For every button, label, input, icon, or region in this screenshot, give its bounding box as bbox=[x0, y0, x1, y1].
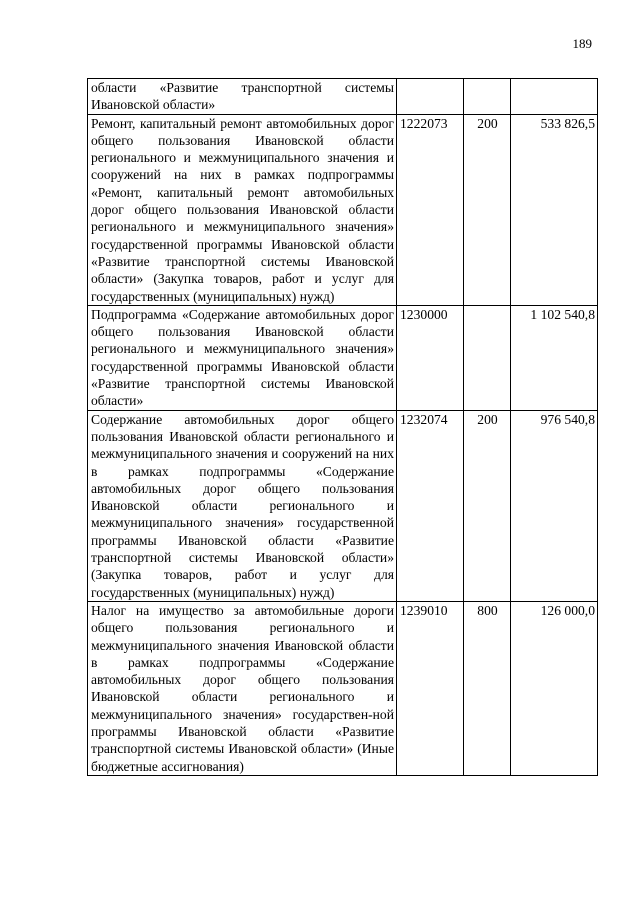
row-type-cell: 800 bbox=[464, 601, 511, 775]
budget-table bbox=[87, 78, 598, 776]
row-sum-cell: 533 826,5 bbox=[511, 114, 598, 305]
row-name-cell: Содержание автомобильных дорог общего пользования Ивановской области регионального и межмуниципального значения и сооружений на них в рамках подпрограммы «Содержание автомобильных дорог общего пользования Ивановской области регионального и межмуниципального значения» государственной программы Ивановской области «Развитие транспортной системы Ивановской области» (Закупка товаров, работ и услуг для государственных (муниципальных) нужд) bbox=[88, 410, 397, 601]
table-row bbox=[88, 114, 598, 305]
row-type-cell bbox=[464, 79, 511, 115]
row-sum-cell bbox=[511, 79, 598, 115]
table-row bbox=[88, 79, 598, 115]
row-sum-cell: 976 540,8 bbox=[511, 410, 598, 601]
row-code-cell: 1230000 bbox=[397, 305, 464, 410]
row-code-cell: 1232074 bbox=[397, 410, 464, 601]
row-type-cell: 200 bbox=[464, 410, 511, 601]
row-code-cell: 1222073 bbox=[397, 114, 464, 305]
row-type-cell bbox=[464, 305, 511, 410]
row-code-cell: 1239010 bbox=[397, 601, 464, 775]
row-name-cell: Налог на имущество за автомобильные дороги общего пользования регионального и межмуниципального значения Ивановской области в рамках подпрограммы «Содержание автомобильных дорог общего пользования Ивановской области регионального и межмуниципального значения» государствен-ной программы Ивановской области «Развитие транспортной системы Ивановской области» (Иные бюджетные ассигнования) bbox=[88, 601, 397, 775]
row-code-cell bbox=[397, 79, 464, 115]
page-number: 189 bbox=[572, 36, 592, 51]
row-type-cell: 200 bbox=[464, 114, 511, 305]
table-row bbox=[88, 410, 598, 601]
row-name-cell: области «Развитие транспортной системы Ивановской области» bbox=[88, 79, 397, 115]
row-sum-cell: 126 000,0 bbox=[511, 601, 598, 775]
row-name-cell: Подпрограмма «Содержание автомобильных дорог общего пользования Ивановской области регионального и межмуниципального значения» государственной программы Ивановской области «Развитие транспортной системы Ивановской области» bbox=[88, 305, 397, 410]
table-row bbox=[88, 305, 598, 410]
row-sum-cell: 1 102 540,8 bbox=[511, 305, 598, 410]
table-row bbox=[88, 601, 598, 775]
row-name-cell: Ремонт, капитальный ремонт автомобильных дорог общего пользования Ивановской области регионального и межмуниципального значения и сооружений на них в рамках подпрограммы «Ремонт, капитальный ремонт автомобильных дорог общего пользования Ивановской области регионального и межмуниципального значения» государственной программы Ивановской области «Развитие транспортной системы Ивановской области» (Закупка товаров, работ и услуг для государственных (муниципальных) нужд) bbox=[88, 114, 397, 305]
